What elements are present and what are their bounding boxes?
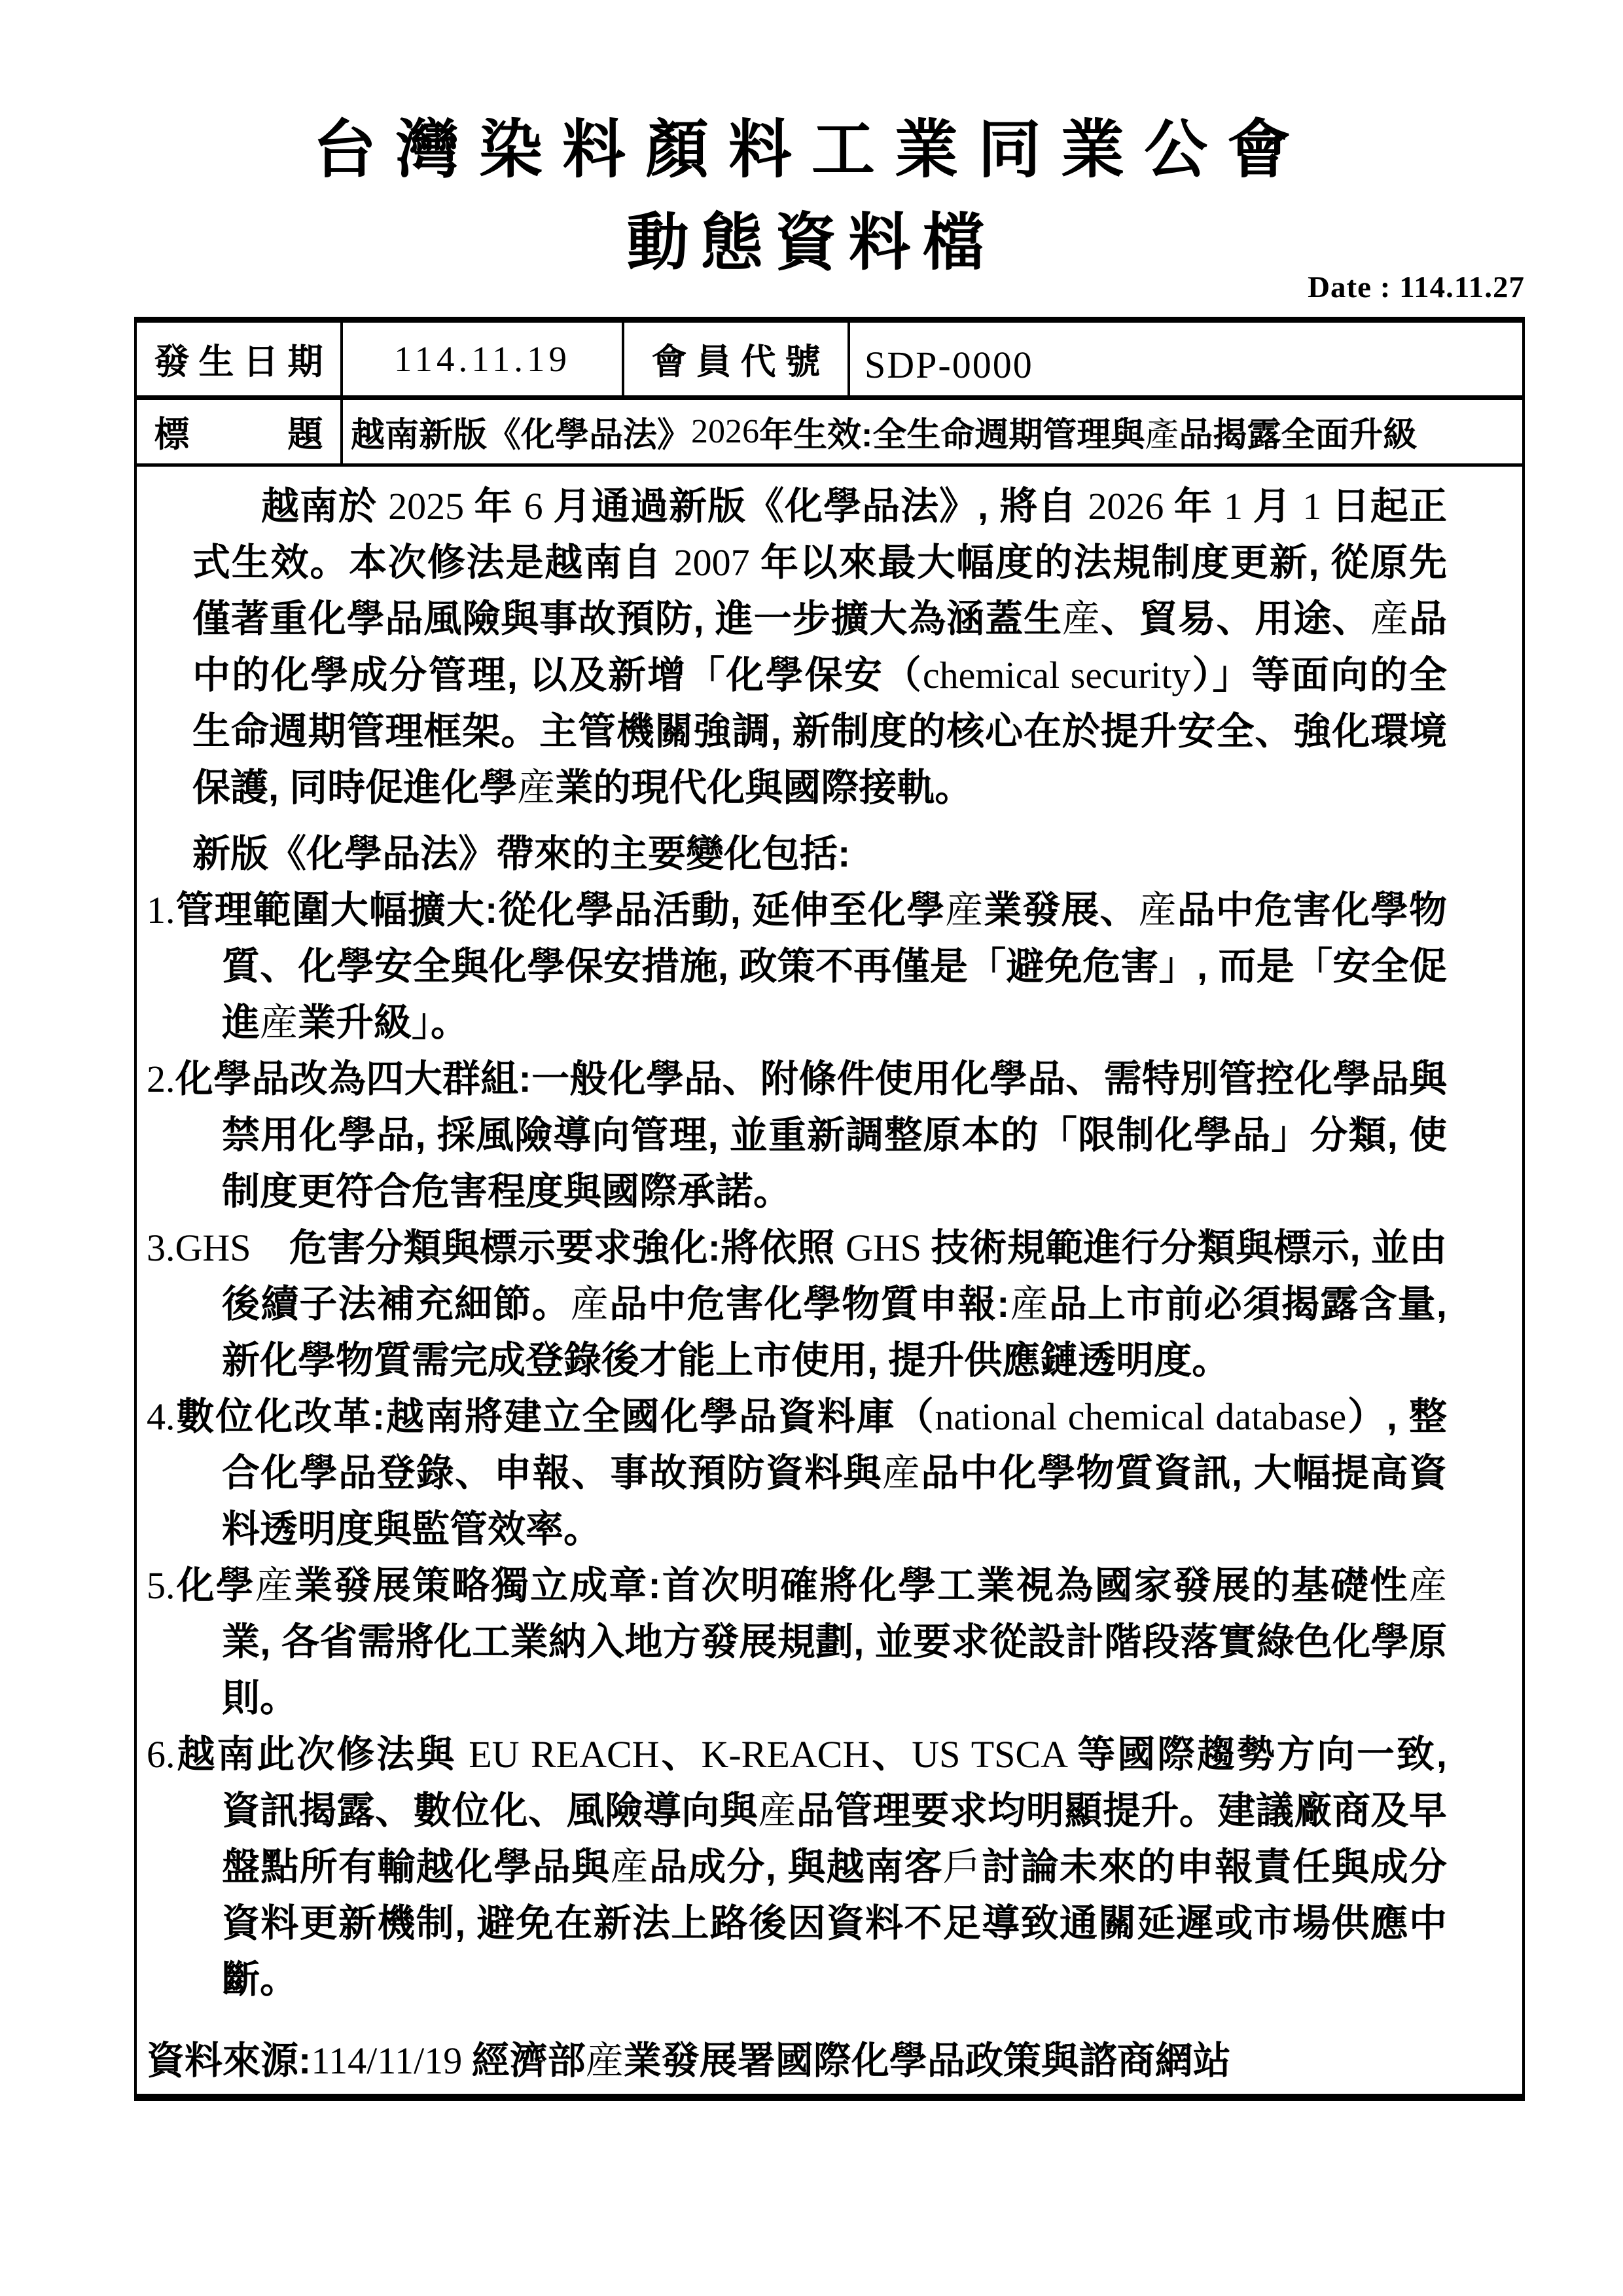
subject-value-cell: 越南新版《化學品法》 2026 年生效:全生命週期管理與 產 品揭露全面升級 [351,413,1418,454]
organization-title: 台灣染料顏料工業同業公會 [313,114,1310,185]
intro-paragraph: 越南於 2025 年 6 月通過新版《化學品法》, 將自 2026 年 1 月 1 日起正式生效。本次修法是越南自 2007 年以來最大幅度的法規制度更新, 從原先僅著重化學品風險與事故預防, 進一步擴大為涵蓋生産、貿易、用途、産品中的化學成分管理, 以及新增「化學保安（chemical security）」等面向的全生命週期管理框架。主管機關強調, 新制度的核心在於提升安全、強化環境保護, 同時促進化學産業的現代化與國際接軌。 [192,485,1448,809]
subject-label-cell: 標 題 [137,400,343,463]
changes-heading: 新版《化學品法》帶來的主要變化包括: [192,833,851,875]
list-item-5: 5.化學産業發展策略獨立成章:首次明確將化學工業視為國家發展的基礎性産業, 各省需將化工業納入地方發展規劃, 並要求從設計階段落實綠色化學原則。 [147,1564,1447,1719]
occur-date-label-cell: 發生日期 [137,323,343,395]
list-item-4: 4.數位化改革:越南將建立全國化學品資料庫（national chemical database）, 整合化學品登錄、申報、事故預防資料與産品中化學物質資訊, 大幅提高資料透明度與監管效率。 [147,1395,1447,1551]
notice-table [134,317,1525,2101]
source-line: 資料來源:114/11/19 經濟部産業發展署國際化學品政策與諮商網站 [147,2039,1231,2082]
document-type-title: 動態資料檔 [626,208,997,278]
list-item-2: 2.化學品改為四大群組:一般化學品、附條件使用化學品、需特別管控化學品與禁用化學品, 採風險導向管理, 並重新調整原本的「限制化學品」分類, 使制度更符合危害程度與國際承諾。 [147,1058,1447,1213]
info-row [137,323,1522,400]
issue-date: Date : 114.11.27 [1308,270,1525,304]
list-item-6: 6.越南此次修法與 EU REACH、K-REACH、US TSCA 等國際趨勢方向一致, 資訊揭露、數位化、風險導向與産品管理要求均明顯提升。建議廠商及早盤點所有輸越化學品與産品成分, 與越南客戶討論未來的申報責任與成分資料更新機制, 避免在新法上路後因資料不足導致通關延遲或市場供應中斷。 [147,1733,1447,2001]
member-code-label-cell: 會員代號 [624,323,850,395]
occur-date-value-cell: 114.11.19 [343,323,624,395]
member-code-value-cell: SDP-0000 [865,344,1033,386]
subject-row [137,400,1522,467]
list-item-1: 1.管理範圍大幅擴大:從化學品活動, 延伸至化學産業發展、産品中危害化學物質、化學安全與化學保安措施, 政策不再僅是「避免危害」, 而是「安全促進産業升級」。 [147,889,1447,1044]
list-item-3: 3.GHS 危害分類與標示要求強化:將依照 GHS 技術規範進行分類與標示, 並由後續子法補充細節。産品中危害化學物質申報:産品上市前必須揭露含量, 新化學物質需完成登錄後才能上市使用, 提升供應鏈透明度。 [147,1227,1448,1382]
notice-body [137,467,1522,2096]
